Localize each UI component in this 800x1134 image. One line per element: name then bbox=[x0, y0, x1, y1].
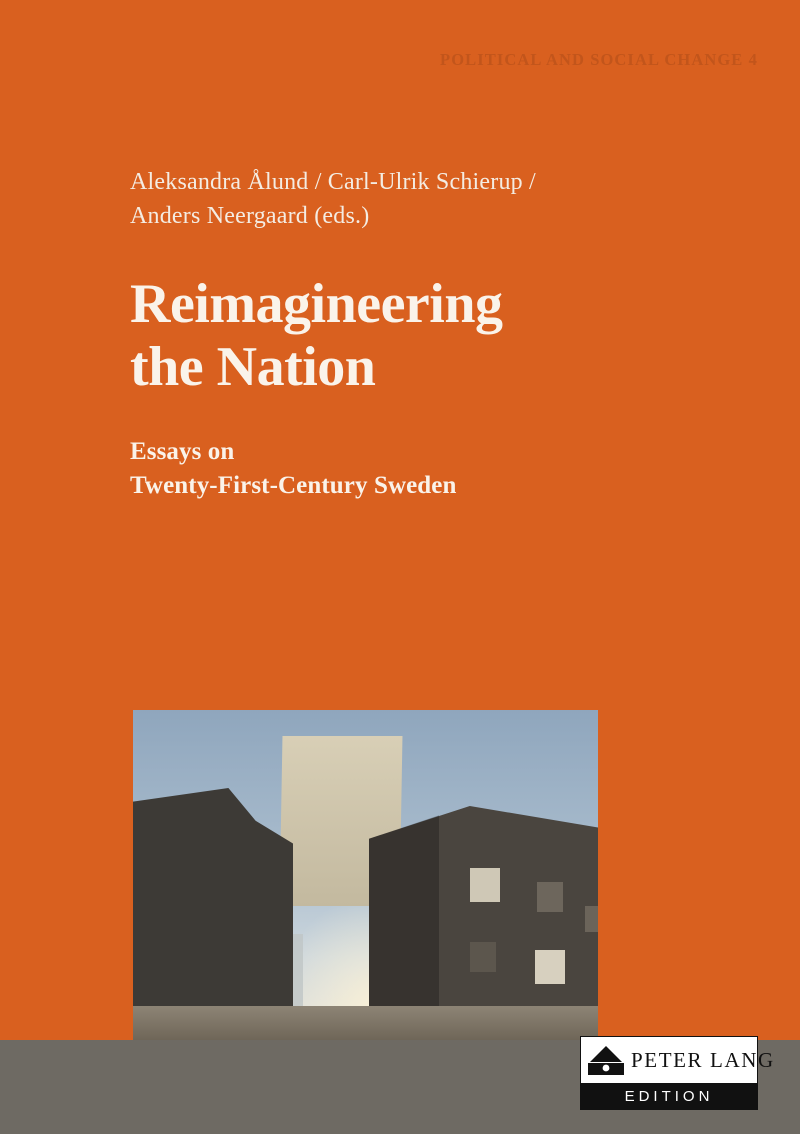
publisher-name: PETER LANG bbox=[631, 1047, 775, 1072]
main-building-shadow bbox=[369, 806, 439, 1040]
title-line-1: Reimagineering bbox=[130, 273, 503, 336]
window bbox=[470, 942, 496, 972]
publisher-edition: EDITION bbox=[581, 1083, 757, 1109]
publisher-name-row bbox=[581, 1037, 775, 1083]
window bbox=[535, 950, 565, 984]
subtitle-line-1: Essays on bbox=[130, 437, 235, 465]
cover-text-block bbox=[130, 165, 690, 504]
publisher-logo bbox=[580, 1036, 775, 1110]
page-title bbox=[130, 273, 690, 398]
editors-line-1: Aleksandra Ålund / Carl-Ulrik Schierup / bbox=[130, 169, 536, 195]
window bbox=[470, 868, 500, 902]
subtitle bbox=[130, 435, 690, 504]
window bbox=[537, 882, 563, 912]
subtitle-line-2: Twenty-First-Century Sweden bbox=[130, 472, 457, 500]
window bbox=[585, 906, 598, 932]
editors-line-2: Anders Neergaard (eds.) bbox=[130, 203, 370, 230]
peter-lang-mark-icon bbox=[587, 1043, 625, 1077]
editors bbox=[130, 165, 690, 233]
title-line-2: the Nation bbox=[130, 335, 376, 398]
ground bbox=[133, 1006, 598, 1040]
cover-artwork bbox=[133, 710, 598, 1040]
series-title: POLITICAL AND SOCIAL CHANGE 4 bbox=[440, 50, 758, 69]
